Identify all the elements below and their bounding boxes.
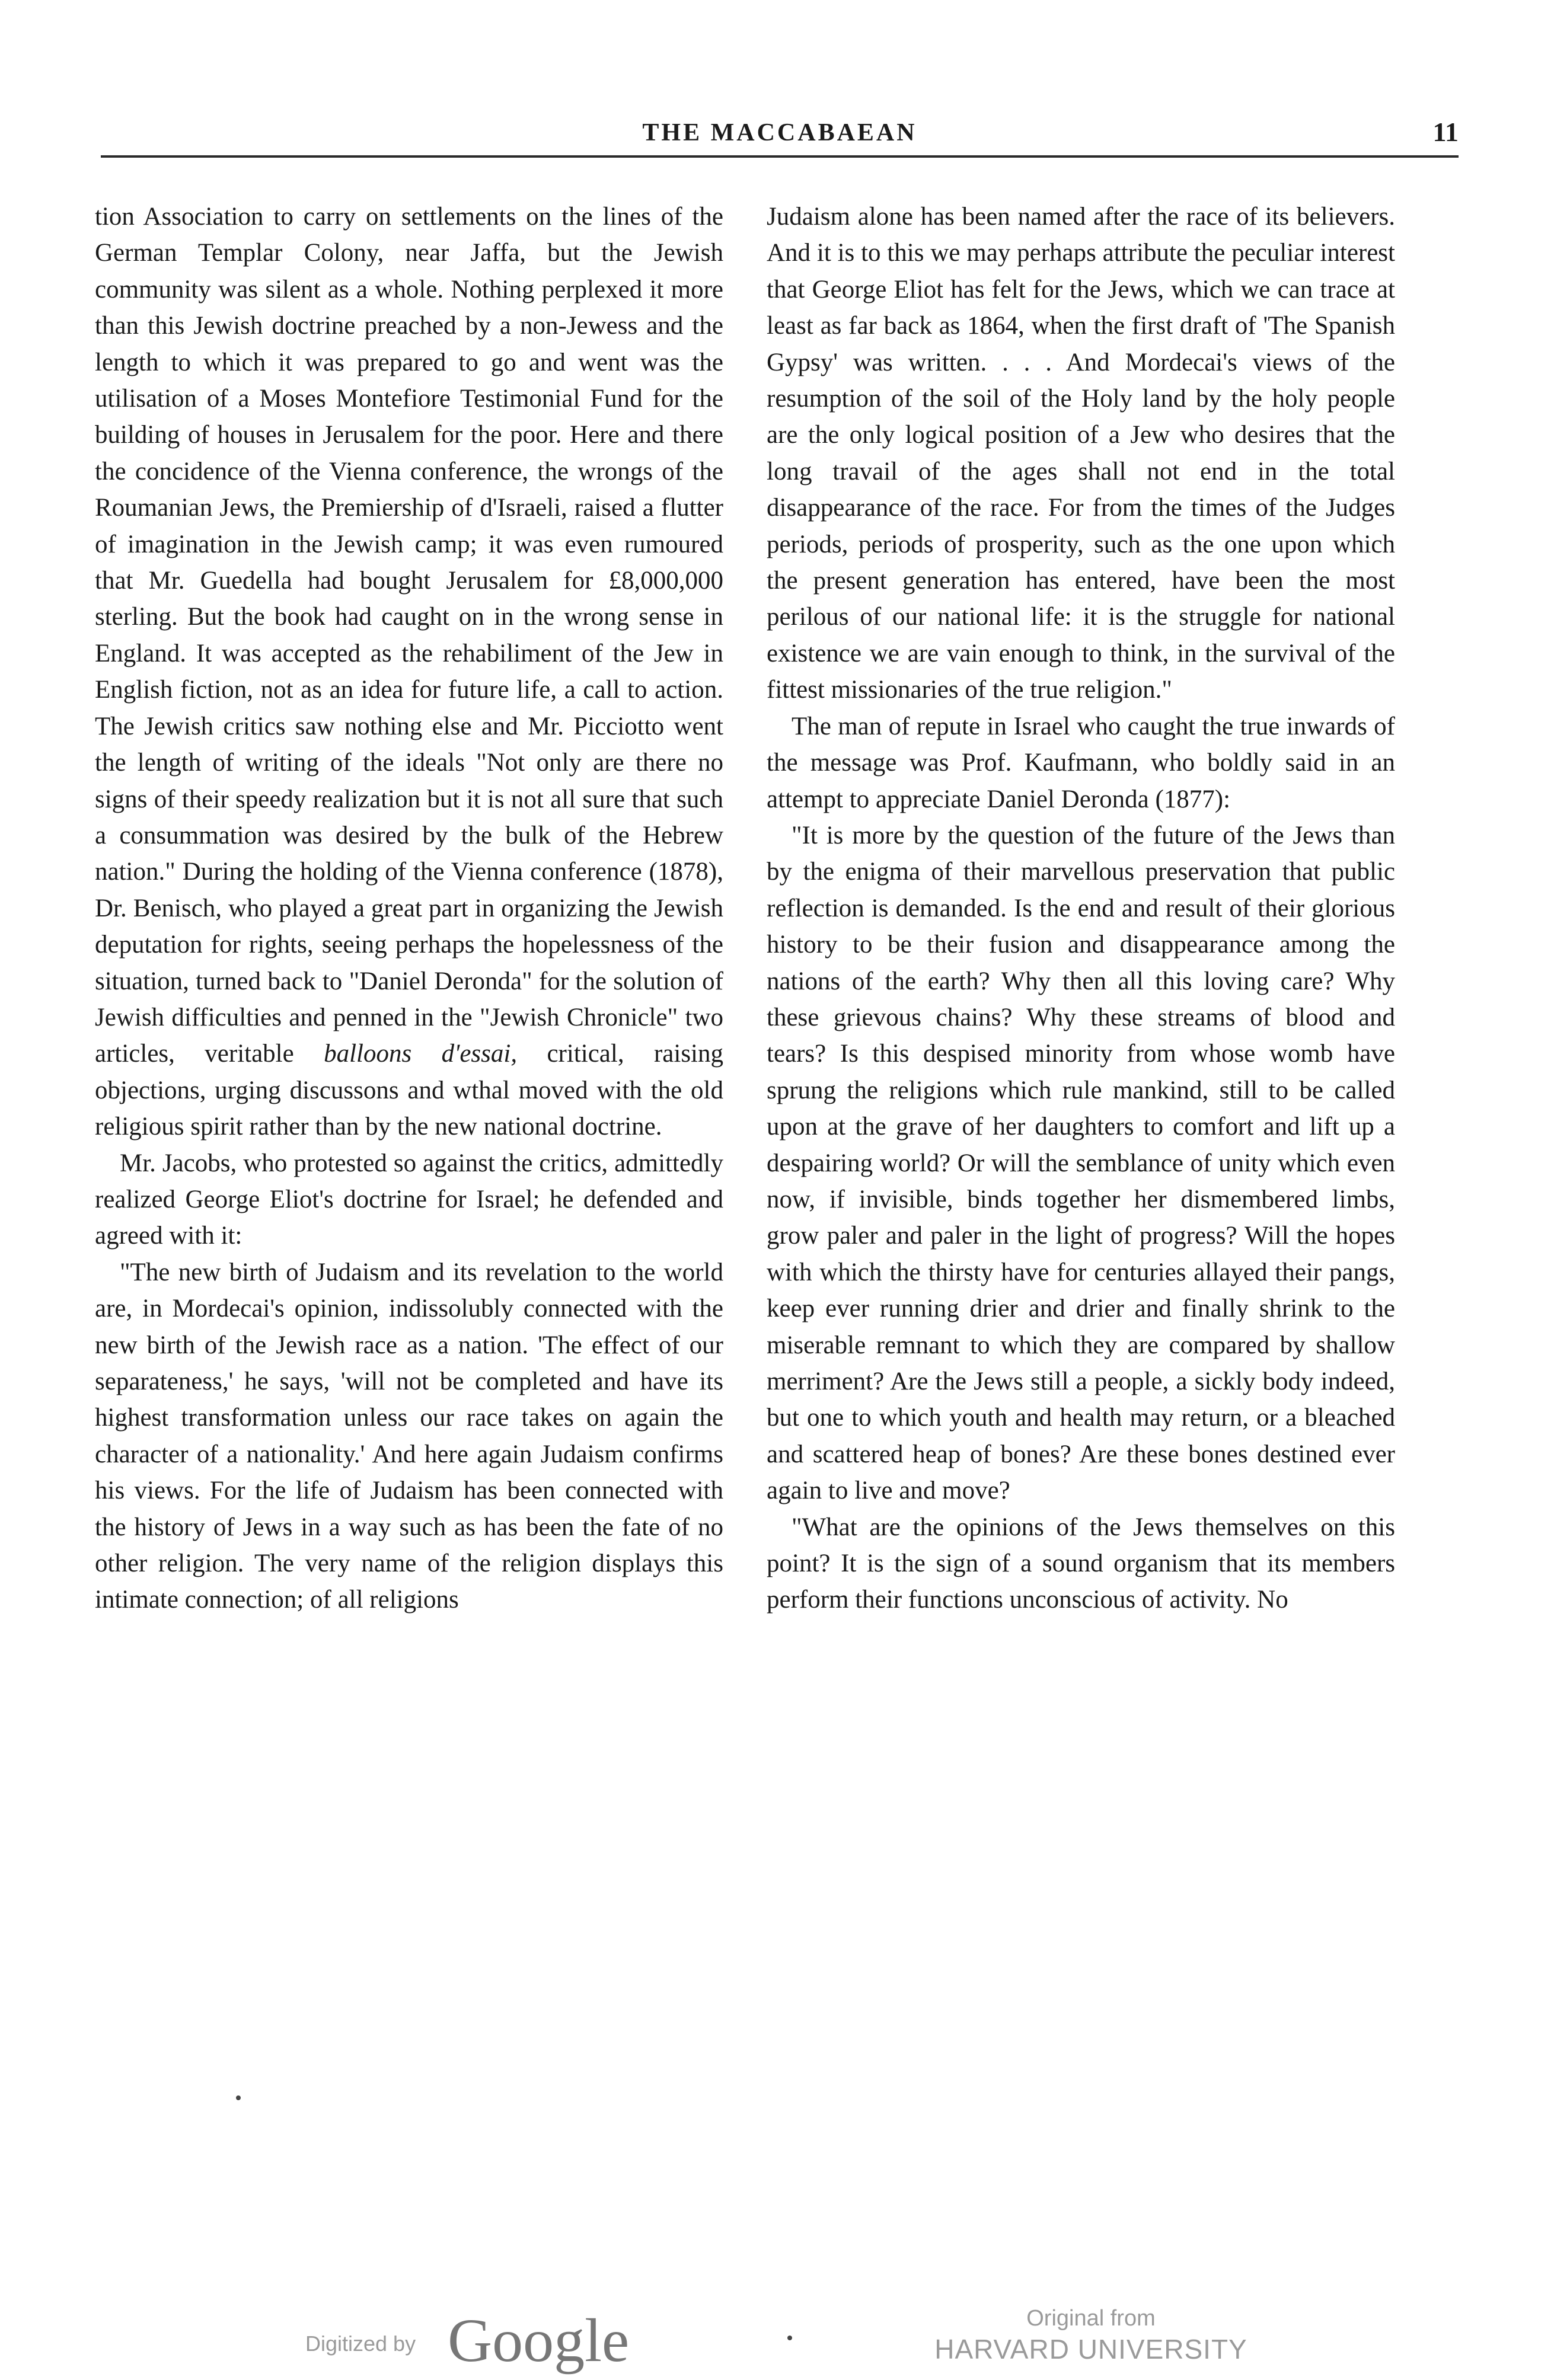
journal-title: THE MACCABAEAN: [642, 119, 917, 146]
paragraph: The man of repute in Israel who caught the true inwards of the message was Prof. Kaufmann, who boldly said in an attempt to appreciate Daniel Deronda (1877):: [767, 712, 1395, 813]
right-column: [767, 199, 1395, 1618]
italic-phrase: balloons d'essai,: [324, 1040, 518, 1068]
digitized-label: Digitized by: [305, 2331, 416, 2356]
scan-speck: [236, 2095, 241, 2100]
scan-speck: [787, 2336, 792, 2340]
running-head: [101, 119, 1459, 160]
left-column: [95, 199, 723, 1618]
quotation-paragraph: "What are the opinions of the Jews themselves on this point? It is the sign of a sound organism that its members perform their functions unconscious of activity. No: [767, 1513, 1395, 1614]
quotation-paragraph: "The new birth of Judaism and its revelation to the world are, in Mordecai's opinion, indissolubly connected with the new birth of the Jewish race as a nation. 'The effect of our separateness,' he says, 'will not be completed and have its highest transformation unless our race takes on again the character of a nationality.' And here again Judaism confirms his views. For the life of Judaism has been connected with the history of Jews in a way such as has been the fate of no other religion. The very name of the religion displays this intimate connection; of all religions: [95, 1258, 723, 1614]
quotation-paragraph: Judaism alone has been named after the race of its believers. And it is to this we may perhaps attribute the peculiar interest that George Eliot has felt for the Jews, which we can trace at least as far back as 1864, when the first draft of 'The Spanish Gypsy' was written. . . . And Mordecai's views of the resumption of the soil of the Holy land by the holy people are the only logical position of a Jew who desires that the long travail of the ages shall not end in the total disappearance of the race. For from the times of the Judges periods, periods of prosperity, such as the one upon which the present generation has entered, have been the most perilous of our national life: it is the struggle for national existence we are vain enough to think, in the survival of the fittest missionaries of the true religion.": [767, 203, 1395, 704]
institution-name: HARVARD UNIVERSITY: [934, 2334, 1247, 2365]
google-logo: Google: [448, 2306, 630, 2375]
page-number: 11: [1432, 117, 1459, 147]
header-rule: [101, 155, 1459, 158]
paragraph-text: tion Association to carry on settlements on the lines of the German Templar Colony, near Jaffa, but the Jewish community was silent as a whole. Nothing perplexed it more than this Jewish doctrine preached by a non-Jewess and the length to which it was prepared to go and went was the utilisation of a Moses Montefiore Testimonial Fund for the building of houses in Jerusalem for the poor. Here and there the concidence of the Vienna conference, the wrongs of the Roumanian Jews, the Premiership of d'Israeli, raised a flutter of imagination in the Jewish camp; it was even rumoured that Mr. Guedella had bought Jerusalem for £8,000,000 sterling. But the book had caught on in the wrong sense in England. It was accepted as the rehabiliment of the Jew in English fiction, not as an idea for future life, a call to action. The Jewish critics saw nothing else and Mr. Picciotto went the length of writing of the ideals "Not only are there no signs of their speedy realization but it is not all sure that such a consummation was desired by the bulk of the Hebrew nation." During the holding of the Vienna conference (1878), Dr. Benisch, who played a great part in organizing the Jewish deputation for rights, seeing perhaps the hopelessness of the situation, turned back to "Daniel Deronda" for the solution of Jewish difficulties and penned in the "Jewish Chronicle" two articles, veritable: [95, 203, 723, 1068]
paragraph: Mr. Jacobs, who protested so against the critics, admittedly realized George Eliot's doctrine for Israel; he defended and agreed with it:: [95, 1149, 723, 1250]
provenance-watermark: [913, 2304, 1269, 2366]
quotation-paragraph: "It is more by the question of the future of the Jews than by the enigma of their marvellous preservation that public reflection is demanded. Is the end and result of their glorious history to be their fusion and disappearance among the nations of the earth? Why then all this loving care? Why these grievous chains? Why these streams of blood and tears? Is this despised minority from whose womb have sprung the religions which rule mankind, still to be called upon at the grave of her daughters to comfort and lift up a despairing world? Or will the semblance of unity which even now, if invisible, binds together her dismembered limbs, grow paler and paler in the light of progress? Will the hopes with which the thirsty have for centuries allayed their pangs, keep ever running drier and drier and finally shrink to the miserable remnant to which they are compared by shallow merriment? Are the Jews still a people, a sickly body indeed, but one to which youth and health may return, or a bleached and scattered heap of bones? Are these bones destined ever again to live and move?: [767, 821, 1395, 1505]
paragraph-text: critical, raising objections, urging discussons and wthal moved with the old religious spirit rather than by the new national doctrine.: [95, 1040, 724, 1141]
paragraph: [95, 199, 723, 1145]
original-from-label: Original from: [1026, 2306, 1156, 2331]
